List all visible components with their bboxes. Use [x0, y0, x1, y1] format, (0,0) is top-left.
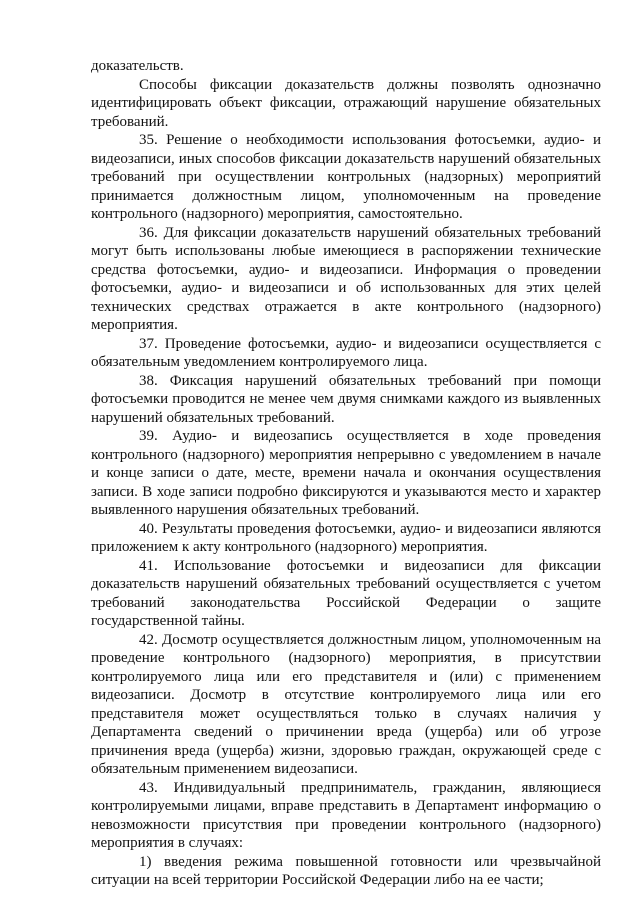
- paragraph-39: 39. Аудио- и видеозапись осуществляется в ходе проведения контрольного (надзорного) мероприятия непрерывно с уведомлением в начале и конце записи о дате, месте, времени начала и окончания осуществления записи. В ходе записи подробно фиксируются и указываются место и характер выявленного нарушения обязательных требований.: [91, 428, 601, 518]
- document-page: [91, 57, 601, 890]
- paragraph-42: 42. Досмотр осуществляется должностным лицом, уполномоченным на проведение контрольного (надзорного) мероприятия, в присутствии контролируемого лица или его представителя и (или) с применением видеозаписи. Досмотр в отсутствие контролируемого лица или его представителя может осуществляться только в случаях наличия у Департамента сведений о причинении вреда (ущерба) или об угрозе причинения вреда (ущерба) жизни, здоровью граждан, окружающей среде с обязательным применением видеозаписи.: [91, 631, 601, 777]
- paragraph-41: 41. Использование фотосъемки и видеозаписи для фиксации доказательств нарушений обязательных требований осуществляется с учетом требований законодательства Российской Федерации о защите государственной тайны.: [91, 557, 601, 629]
- paragraph-43-item-1: 1) введения режима повышенной готовности или чрезвычайной ситуации на всей территории Российской Федерации либо на ее части;: [91, 853, 601, 888]
- paragraph-continuation: доказательств.: [91, 58, 184, 74]
- paragraph-43: 43. Индивидуальный предприниматель, гражданин, являющиеся контролируемыми лицами, вправе представить в Департамент информацию о невозможности присутствия при проведении контрольного (надзорного) мероприятия в случаях:: [91, 779, 601, 851]
- paragraph-fixation-methods: Способы фиксации доказательств должны позволять однозначно идентифицировать объект фиксации, отражающий нарушение обязательных требований.: [91, 76, 601, 130]
- paragraph-40: 40. Результаты проведения фотосъемки, аудио- и видеозаписи являются приложением к акту контрольного (надзорного) мероприятия.: [91, 520, 601, 555]
- paragraph-35: 35. Решение о необходимости использования фотосъемки, аудио- и видеозаписи, иных способов фиксации доказательств нарушений обязательных требований при осуществлении контрольных (надзорных) мероприятий принимается должностным лицом, уполномоченным на проведение контрольного (надзорного) мероприятия, самостоятельно.: [91, 132, 601, 222]
- paragraph-36: 36. Для фиксации доказательств нарушений обязательных требований могут быть использованы любые имеющиеся в распоряжении технические средства фотосъемки, аудио- и видеозаписи. Информация о проведении фотосъемки, аудио- и видеозаписи и об использованных для этих целей технических средствах отражается в акте контрольного (надзорного) мероприятия.: [91, 224, 601, 333]
- paragraph-38: 38. Фиксация нарушений обязательных требований при помощи фотосъемки проводится не менее чем двумя снимками каждого из выявленных нарушений обязательных требований.: [91, 372, 601, 426]
- paragraph-37: 37. Проведение фотосъемки, аудио- и видеозаписи осуществляется с обязательным уведомлением контролируемого лица.: [91, 335, 601, 370]
